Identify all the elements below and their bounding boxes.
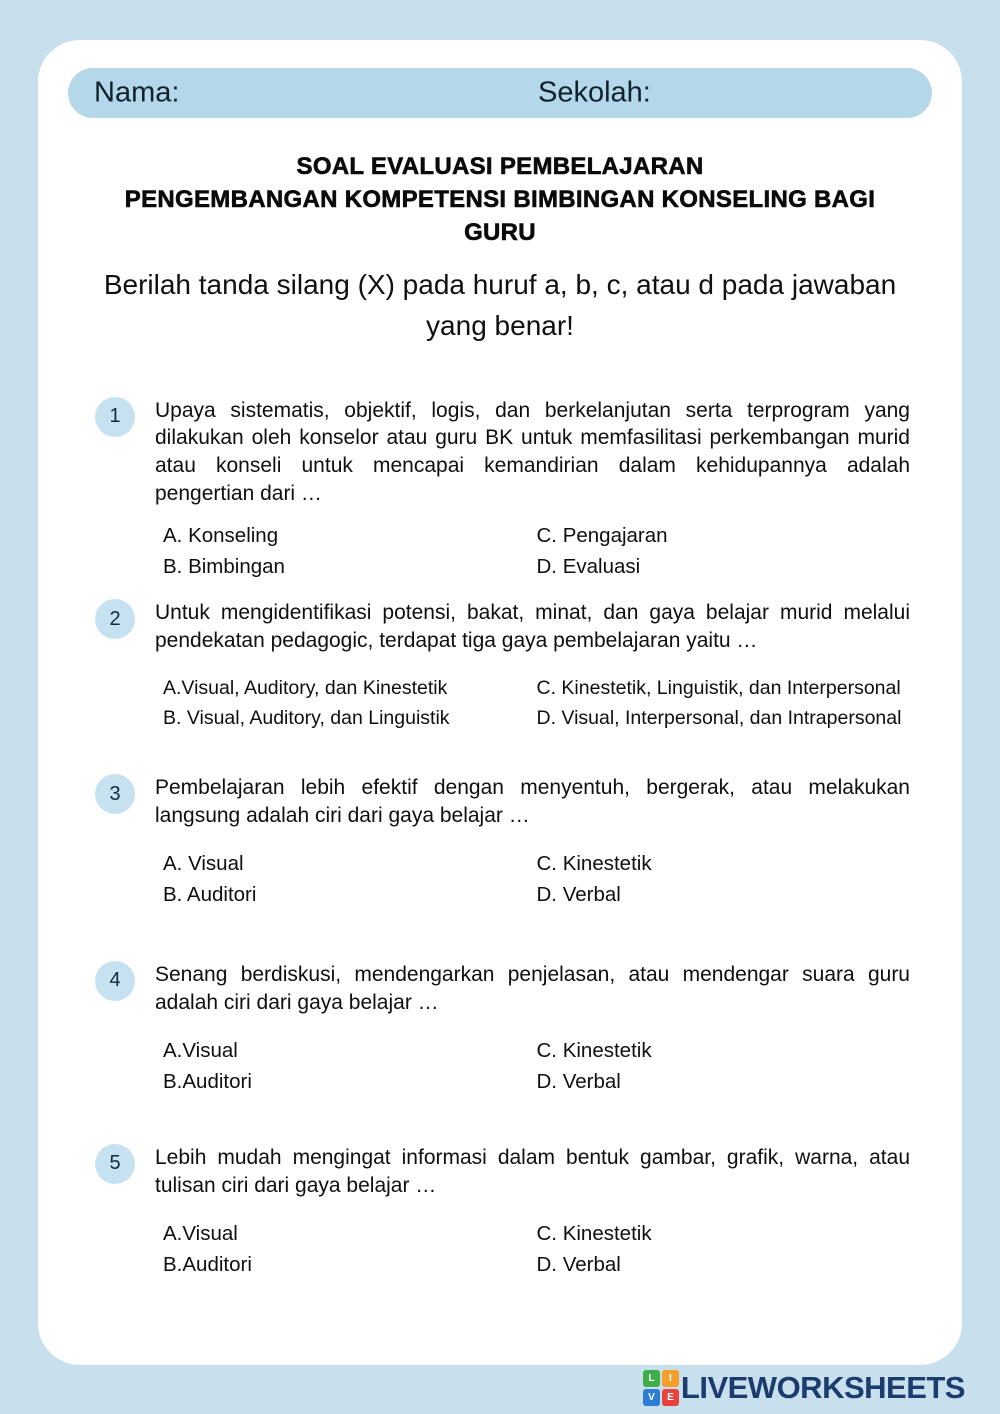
- option-c[interactable]: C. Kinestetik, Linguistik, dan Interpersonal: [536, 677, 901, 700]
- liveworksheets-logo: [643, 1366, 965, 1410]
- options-grid: [155, 677, 910, 730]
- liveworksheets-grid-icon: [643, 1370, 679, 1406]
- question-number-badge: 2: [95, 599, 135, 639]
- option-c[interactable]: C. Pengajaran: [536, 524, 668, 548]
- option-b[interactable]: B.Auditori: [163, 1069, 252, 1093]
- logo-text: LIVEWORKSHEETS: [680, 1370, 965, 1405]
- option-a[interactable]: A.Visual: [163, 1038, 238, 1062]
- question-text: Lebih mudah mengingat informasi dalam bentuk gambar, grafik, warna, atau tulisan ciri dari gaya belajar …: [155, 1145, 910, 1197]
- option-a[interactable]: A. Konseling: [163, 524, 279, 548]
- option-c[interactable]: C. Kinestetik: [536, 851, 652, 875]
- question-item-5: [95, 1144, 910, 1277]
- question-item-3: [95, 774, 910, 907]
- option-d[interactable]: D. Evaluasi: [536, 555, 641, 579]
- option-b[interactable]: B. Bimbingan: [163, 555, 285, 579]
- question-item-4: [95, 961, 910, 1094]
- nama-label: Nama:: [94, 76, 180, 109]
- option-d[interactable]: D. Visual, Interpersonal, dan Intrapersonal: [536, 707, 902, 730]
- options-grid: [155, 852, 910, 907]
- question-number-badge: 5: [95, 1144, 135, 1184]
- options-grid: [155, 1222, 910, 1277]
- option-c[interactable]: C. Kinestetik: [536, 1038, 652, 1062]
- question-text: Untuk mengidentifikasi potensi, bakat, minat, dan gaya belajar murid melalui pendekatan pedagogic, terdapat tiga gaya pembelajaran yaitu …: [155, 601, 910, 653]
- logo-square-l: L: [643, 1370, 660, 1387]
- options-grid: [155, 524, 910, 579]
- logo-square-v: V: [643, 1389, 660, 1406]
- option-a[interactable]: A.Visual: [163, 1221, 238, 1245]
- sekolah-input-area[interactable]: [658, 68, 918, 118]
- nama-input-area[interactable]: [188, 68, 518, 118]
- instruction-text: Berilah tanda silang (X) pada huruf a, b, c, atau d pada jawaban yang benar!: [103, 269, 897, 341]
- question-text: Upaya sistematis, objektif, logis, dan berkelanjutan serta terprogram yang dilakukan oleh konselor atau guru BK untuk memfasilitasi perkembangan murid atau konseli untuk mencapai kemandirian dalam kehidupannya adalah pengertian dari …: [155, 398, 910, 506]
- option-a[interactable]: A.Visual, Auditory, dan Kinestetik: [163, 677, 448, 700]
- worksheet-title: [68, 150, 932, 249]
- question-number-badge: 3: [95, 774, 135, 814]
- option-c[interactable]: C. Kinestetik: [536, 1221, 652, 1245]
- option-d[interactable]: D. Verbal: [536, 1069, 621, 1093]
- option-a[interactable]: A. Visual: [163, 851, 244, 875]
- logo-square-i: I: [662, 1370, 679, 1387]
- name-school-bar: [68, 68, 932, 118]
- question-number-badge: 1: [95, 397, 135, 437]
- option-b[interactable]: B. Visual, Auditory, dan Linguistik: [163, 707, 450, 730]
- worksheet-card: [38, 40, 962, 1365]
- option-b[interactable]: B.Auditori: [163, 1252, 252, 1276]
- sekolah-label: Sekolah:: [538, 76, 651, 109]
- options-grid: [155, 1039, 910, 1094]
- option-b[interactable]: B. Auditori: [163, 882, 257, 906]
- option-d[interactable]: D. Verbal: [536, 882, 621, 906]
- title-line-2: PENGEMBANGAN KOMPETENSI BIMBINGAN KONSELING BAGI GURU: [124, 186, 876, 247]
- question-list: [68, 397, 932, 1277]
- question-item-2: [95, 599, 910, 730]
- title-line-1: SOAL EVALUASI PEMBELAJARAN: [296, 153, 704, 180]
- question-item-1: [95, 397, 910, 580]
- option-d[interactable]: D. Verbal: [536, 1252, 621, 1276]
- question-number-badge: 4: [95, 961, 135, 1001]
- question-text: Senang berdiskusi, mendengarkan penjelasan, atau mendengar suara guru adalah ciri dari gaya belajar …: [155, 962, 910, 1014]
- logo-square-e: E: [662, 1389, 679, 1406]
- question-text: Pembelajaran lebih efektif dengan menyentuh, bergerak, atau melakukan langsung adalah ciri dari gaya belajar …: [155, 776, 910, 827]
